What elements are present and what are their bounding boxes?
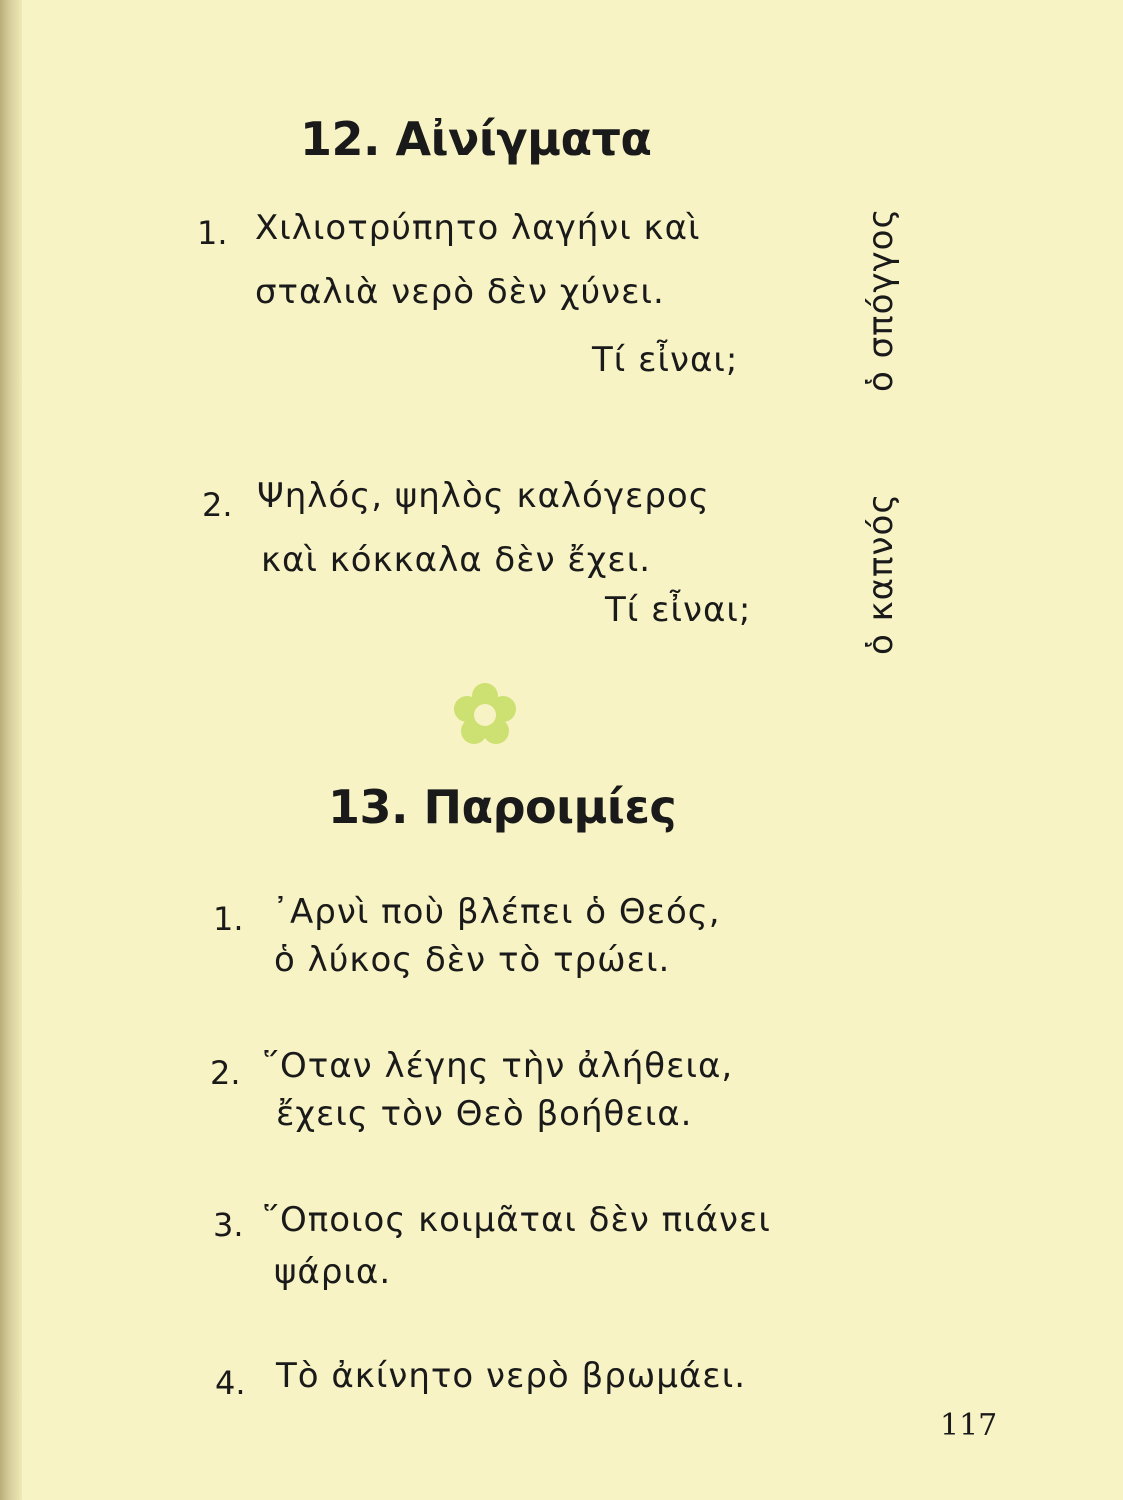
proverb-3-line-1: ῞Οποιος κοιμᾶται δὲν πιάνει	[262, 1200, 771, 1240]
riddle-2-number: 2.	[202, 486, 233, 524]
riddle-2-answer: ὁ καπνός	[861, 492, 901, 655]
riddle-2-line-2: καὶ κόκκαλα δὲν ἔχει.	[261, 540, 652, 580]
section-13-title: 13. Παροιμίες	[328, 780, 677, 834]
riddle-1-line-1: Χιλιοτρύπητο λαγήνι καὶ	[255, 208, 701, 248]
proverb-2-line-1: ῞Οταν λέγης τὴν ἀλήθεια,	[262, 1046, 734, 1086]
proverb-2-line-2: ἔχεις τὸν Θεὸ βοήθεια.	[276, 1094, 693, 1134]
section-12-title: 12. Αἰνίγματα	[300, 112, 652, 166]
proverb-1-line-1: ᾿Αρνὶ ποὺ βλέπει ὁ Θεός,	[272, 892, 721, 932]
riddle-2-line-1: Ψηλός, ψηλὸς καλόγερος	[257, 476, 710, 516]
proverb-4-number: 4.	[215, 1364, 246, 1402]
proverb-3-number: 3.	[213, 1206, 244, 1244]
riddle-1-question: Τί εἶναι;	[592, 340, 739, 380]
riddle-1-answer: ὁ σπόγγος	[861, 207, 901, 392]
flower-icon	[452, 682, 518, 748]
riddle-1-line-2: σταλιὰ νερὸ δὲν χύνει.	[255, 272, 665, 312]
proverb-1-line-2: ὁ λύκος δὲν τὸ τρώει.	[274, 940, 671, 980]
proverb-1-number: 1.	[213, 900, 244, 938]
proverb-4-line-1: Τὸ ἀκίνητο νερὸ βρωμάει.	[276, 1356, 747, 1396]
proverb-2-number: 2.	[210, 1054, 241, 1092]
riddle-2-question: Τί εἶναι;	[605, 590, 752, 630]
book-binding-edge	[0, 0, 22, 1500]
proverb-3-line-2: ψάρια.	[274, 1252, 392, 1292]
page-number: 117	[940, 1408, 998, 1443]
riddle-1-number: 1.	[197, 214, 228, 252]
